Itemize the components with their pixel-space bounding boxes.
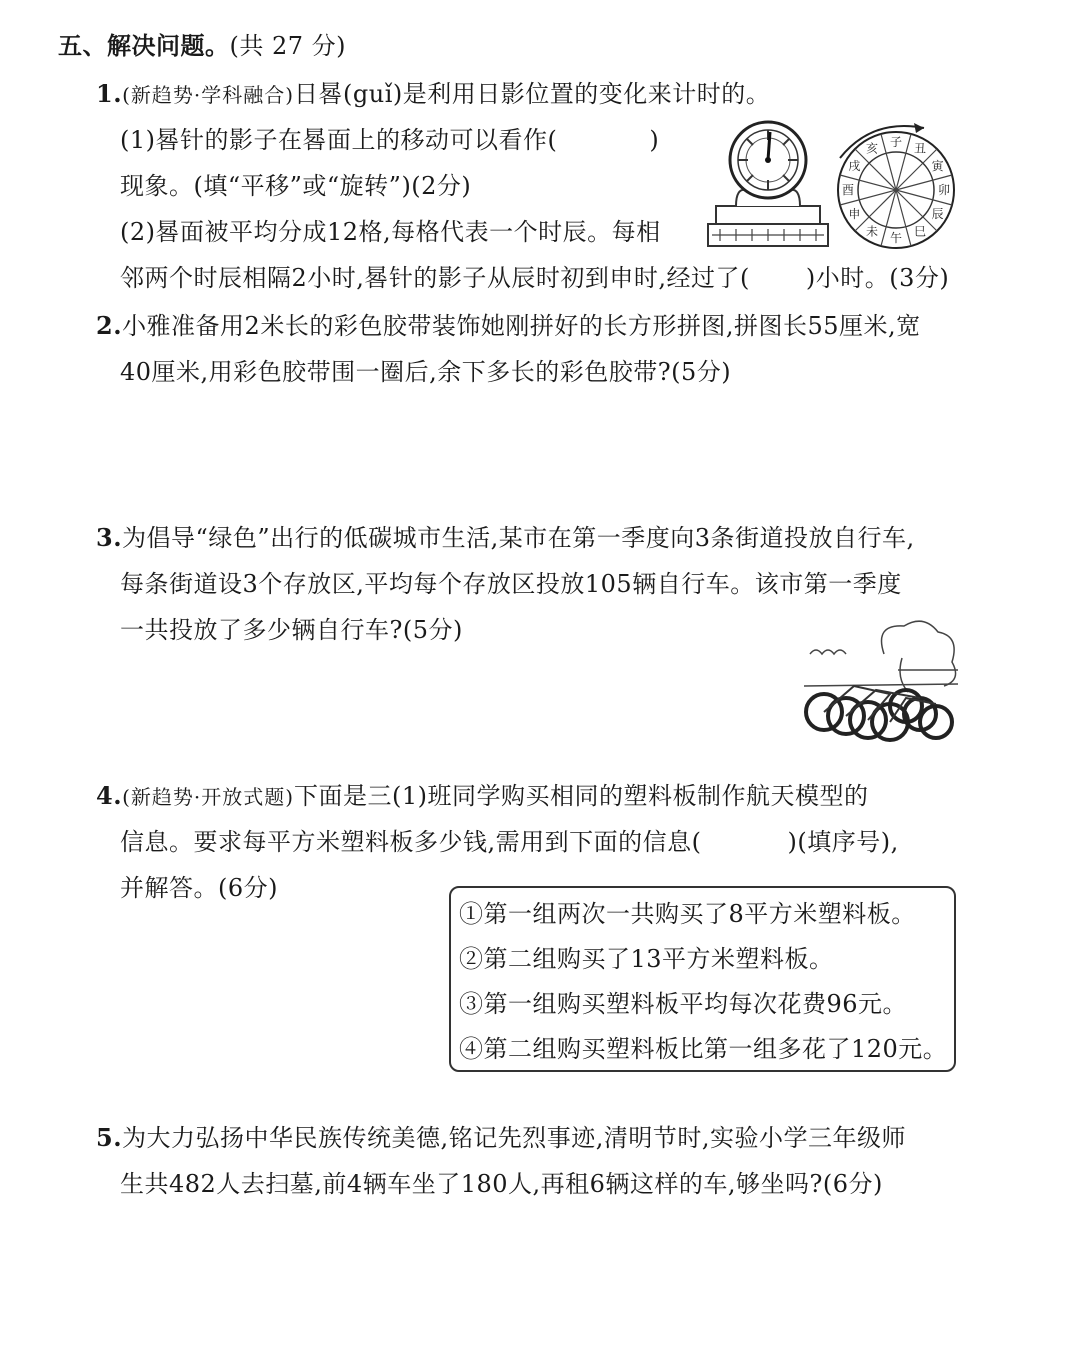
q1-number: 1. (96, 79, 123, 108)
q4-info-item-3: ③第一组购买塑料板平均每次花费96元。 (459, 990, 908, 1018)
q3-number: 3. (96, 523, 123, 552)
q4-info-box (449, 886, 956, 1072)
q4-tag: (新趋势·开放式题) (122, 785, 295, 809)
q4-text-2-close: )(填序号), (787, 828, 899, 856)
q1-part2-line1: (2)晷面被平均分成12格,每格代表一个时辰。每相 (120, 218, 661, 246)
section-points: (共 27 分) (229, 32, 347, 60)
q3-line2: 每条街道设3个存放区,平均每个存放区投放105辆自行车。该市第一季度 (120, 570, 902, 598)
q5-line2: 生共482人去扫墓,前4辆车坐了180人,再租6辆这样的车,够坐吗?(6分) (120, 1170, 883, 1198)
dial-label: 子 (889, 135, 903, 149)
q5-line1 (96, 1122, 906, 1154)
q4-info-item-2: ②第二组购买了13平方米塑料板。 (459, 945, 834, 973)
dial-label: 午 (889, 231, 903, 245)
q1-part1-text: (1)晷针的影子在晷面上的移动可以看作( (120, 126, 558, 154)
section-heading (58, 30, 346, 62)
dial-label: 丑 (913, 141, 927, 156)
dial-label: 酉 (841, 183, 855, 197)
q4-info-item-1: ①第一组两次一共购买了8平方米塑料板。 (459, 900, 916, 928)
q5-text-1: 为大力弘扬中华民族传统美德,铭记先烈事迹,清明节时,实验小学三年级师 (122, 1124, 906, 1152)
dial-label: 未 (865, 224, 879, 239)
dial-label: 寅 (931, 159, 944, 173)
q1-stem (96, 78, 770, 111)
dial-label: 巳 (913, 224, 927, 239)
section-title: 五、解决问题。 (58, 31, 230, 60)
q4-line1 (96, 780, 869, 813)
q4-number: 4. (96, 781, 123, 810)
q4-info-item-4: ④第二组购买塑料板比第一组多花了120元。 (459, 1035, 948, 1063)
q2-line2: 40厘米,用彩色胶带围一圈后,余下多长的彩色胶带?(5分) (120, 358, 732, 386)
dial-label: 亥 (865, 141, 879, 156)
dial-label: 卯 (937, 183, 951, 197)
q5-number: 5. (96, 1123, 123, 1152)
bicycles-illustration (798, 614, 962, 746)
q1-stem-text: 日晷(guǐ)是利用日影位置的变化来计时的。 (294, 80, 771, 108)
dial-label: 申 (848, 207, 861, 221)
q2-text-1: 小雅准备用2米长的彩色胶带装饰她刚拼好的长方形拼图,拼图长55厘米,宽 (122, 312, 921, 340)
q1-part1-line2: 现象。(填“平移”或“旋转”)(2分) (120, 172, 472, 200)
q3-line3: 一共投放了多少辆自行车?(5分) (120, 616, 463, 644)
q2-line1 (96, 310, 921, 342)
sundial-face-diagram (832, 118, 962, 252)
q3-line1 (96, 522, 915, 554)
q1-part1-close: ) (649, 126, 660, 154)
q1-tag: (新趋势·学科融合) (122, 83, 295, 107)
q4-text-2: 信息。要求每平方米塑料板多少钱,需用到下面的信息( (120, 828, 702, 856)
sundial-illustration (706, 118, 830, 252)
q4-line3: 并解答。(6分) (120, 874, 278, 902)
q1-part2-close: )小时。(3分) (805, 264, 950, 292)
q1-part2-line2 (120, 262, 949, 294)
dial-label: 戌 (848, 159, 861, 173)
q3-text-1: 为倡导“绿色”出行的低碳城市生活,某市在第一季度向3条街道投放自行车, (122, 524, 915, 552)
q1-part1-line1 (120, 124, 659, 156)
q4-line2 (120, 826, 899, 858)
q4-text-1: 下面是三(1)班同学购买相同的塑料板制作航天模型的 (294, 782, 869, 810)
dial-label: 辰 (931, 207, 944, 221)
q2-number: 2. (96, 311, 123, 340)
q1-part2-text: 邻两个时辰相隔2小时,晷针的影子从辰时初到申时,经过了( (120, 264, 750, 292)
